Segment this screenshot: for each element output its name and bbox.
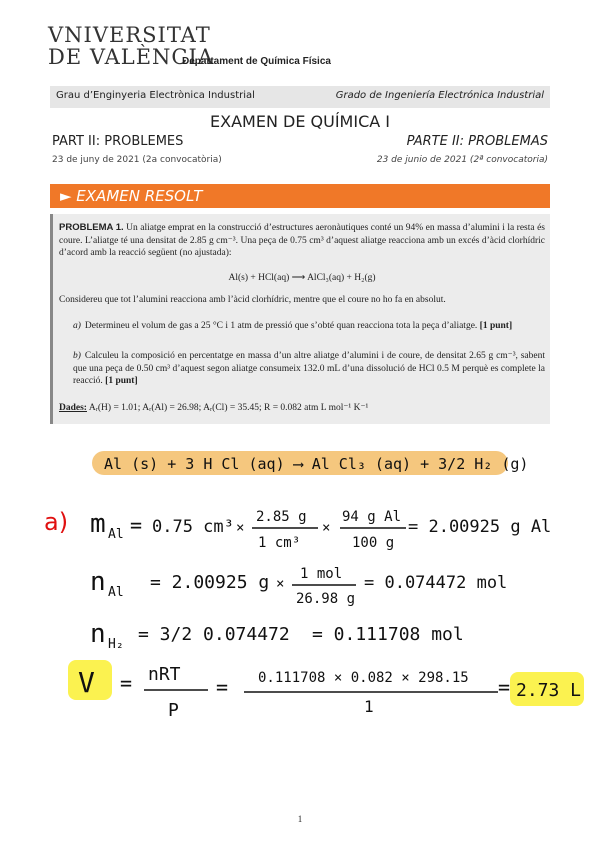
m-al-times2: ×: [322, 520, 331, 536]
question-a-marker: a): [73, 321, 81, 331]
m-al-f1-num: 2.85 g: [256, 509, 307, 525]
n-al-term1: = 2.00925 g: [150, 572, 270, 593]
v-lhs: V: [78, 666, 95, 699]
m-al-result: = 2.00925 g Al: [408, 517, 552, 537]
n-h2-lhs: n: [90, 619, 106, 649]
m-al-f2-num: 94 g Al: [342, 509, 402, 525]
balanced-equation: Al (s) + 3 H Cl (aq) ⟶ Al Cl₃ (aq) + 3/2 H₂ (g): [104, 455, 529, 473]
n-al-times: ×: [276, 576, 285, 592]
v-equals2: =: [216, 675, 229, 699]
n-h2-sub: H₂: [108, 637, 124, 652]
n-al-f-num: 1 mol: [300, 566, 343, 582]
data-label: Dades:: [59, 403, 87, 413]
exam-title: EXAMEN DE QUÍMICA I: [210, 112, 390, 131]
question-a-points: [1 punt]: [479, 321, 513, 331]
part-title-ca: PART II: PROBLEMES: [52, 134, 184, 149]
degree-es: Grado de Ingeniería Electrónica Industrial: [335, 90, 544, 101]
m-al-lhs: m: [90, 509, 106, 539]
page-number: 1: [297, 814, 303, 824]
question-a-text: Determineu el volum de gas a 25 °C i 1 atm de pressió que s’obté quan reacciona tota la peça d’aliatge.: [84, 321, 478, 331]
v-den: P: [168, 700, 179, 721]
question-b-points: [1 punt]: [105, 376, 138, 386]
n-h2-term1: = 3/2 0.074472: [138, 624, 290, 645]
problem-note: Considereu que tot l’alumini reacciona amb l’àcid clorhídric, mentre que el coure no ho fa en absolut.: [59, 295, 446, 305]
m-al-times1: ×: [236, 520, 245, 536]
n-h2-result: = 0.111708 mol: [312, 624, 464, 645]
n-al-result: = 0.074472 mol: [364, 573, 508, 593]
logo-line2: DE VALÈNCIA: [48, 45, 214, 69]
date-ca: 23 de juny de 2021 (2a convocatòria): [52, 155, 222, 165]
v-equals3: =: [498, 675, 511, 699]
v-num: nRT: [148, 664, 181, 685]
m-al-f1-den: 1 cm³: [258, 535, 301, 551]
v-equals1: =: [120, 671, 133, 695]
n-al-sub: Al: [108, 585, 124, 600]
reaction-equation: Al(s) + HCl(aq) ⟶ AlCl₃(aq) + H₂(g): [228, 273, 376, 283]
question-b-text: Calculeu la composició en percentatge en massa d’un altre aliatge d’alumini i de coure, de densitat 2.65 g cm⁻³, sabent que una peça de 0.50 cm³ d’aquest segon aliatge consumeix 132.0 mL d’una dissolució de HCl 0.5 M perquè es complete la reacció.: [73, 351, 545, 386]
question-b-marker: b): [73, 351, 81, 361]
m-al-f2-den: 100 g: [352, 535, 395, 551]
m-al-equals: =: [130, 513, 143, 537]
date-es: 23 de junio de 2021 (2ª convocatoria): [376, 155, 548, 165]
part-a-marker: a): [44, 508, 69, 536]
m-al-term1: 0.75 cm³: [152, 517, 234, 537]
department-name: Departament de Química Física: [182, 56, 331, 67]
v-num2: 0.111708 × 0.082 × 298.15: [258, 670, 469, 686]
degree-ca: Grau d’Enginyeria Electrònica Industrial: [56, 90, 255, 101]
n-al-lhs: n: [90, 567, 106, 597]
problem-intro-text: Un aliatge emprat en la construcció d’estructures aeronàutiques conté un 94% en massa d’alumini i la resta és coure. L’aliatge té una densitat de 2.85 g cm⁻³. Una peça de 0.75 cm³ d’aquest aliatge reacciona amb un excés d’àcid clorhídric d’acord amb la reacció següent (no ajustada):: [59, 223, 546, 258]
part-title-es: PARTE II: PROBLEMAS: [406, 134, 548, 149]
data-text: Aᵣ(H) = 1.01; Aᵣ(Al) = 26.98; Aᵣ(Cl) = 35.45; R = 0.082 atm L mol⁻¹ K⁻¹: [88, 403, 369, 413]
banner-text: ► EXAMEN RESOLT: [60, 187, 203, 205]
m-al-sub: Al: [108, 527, 124, 542]
n-al-f-den: 26.98 g: [296, 591, 356, 607]
v-den2: 1: [364, 697, 374, 716]
logo-line1: VNIVERSITAT: [48, 23, 211, 47]
problem-label: PROBLEMA 1.: [59, 222, 124, 233]
v-result: 2.73 L: [516, 680, 582, 701]
